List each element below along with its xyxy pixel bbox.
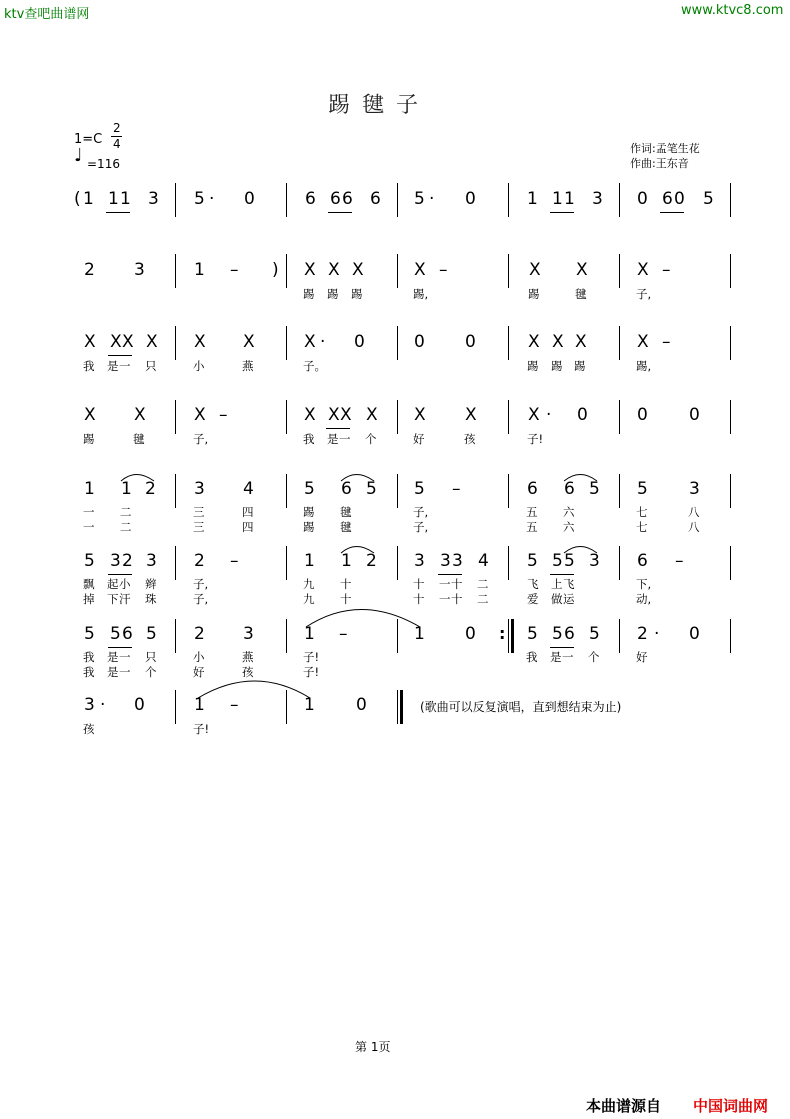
slur <box>564 547 597 554</box>
note: – <box>230 695 239 715</box>
lyric: 五 <box>526 520 538 534</box>
note: 1 <box>527 189 538 209</box>
lyric: 子, <box>413 520 429 534</box>
note: 4 <box>243 479 254 499</box>
note: 3 <box>148 189 159 209</box>
lyric: 个 <box>365 432 377 446</box>
note: 3 <box>146 551 157 571</box>
lyric: 孩 <box>83 722 95 736</box>
lyric: 好 <box>636 650 648 664</box>
lyric: 只 <box>145 650 157 664</box>
note: X <box>194 405 206 425</box>
note: 2 <box>366 551 377 571</box>
note: 3 <box>689 479 700 499</box>
lyric: 九 <box>303 577 315 591</box>
note: X <box>304 405 316 425</box>
lyric: 一 <box>119 665 131 679</box>
quarter-note-icon: ♩ <box>74 145 83 166</box>
lyric: 踢 <box>527 359 539 373</box>
note: 6 <box>564 624 575 644</box>
note: 1 <box>414 624 425 644</box>
note: X <box>146 332 158 352</box>
note: 1 <box>108 189 119 209</box>
page-number: 第 1页 <box>355 1040 391 1054</box>
note: X <box>328 405 340 425</box>
note: – <box>219 405 228 425</box>
note: X <box>194 332 206 352</box>
note: X <box>414 405 426 425</box>
lyric: 我 <box>83 665 95 679</box>
note: · <box>429 189 435 209</box>
lyric: 四 <box>242 505 254 519</box>
lyric: 九 <box>303 592 315 606</box>
lyric: 孩 <box>242 665 254 679</box>
note: 1 <box>83 189 94 209</box>
lyric: 动, <box>636 592 652 606</box>
note: X <box>528 405 540 425</box>
note: · <box>654 624 660 644</box>
slur <box>564 475 597 482</box>
footer-site-name[interactable]: 中国词曲网 <box>693 1097 769 1115</box>
note: X <box>465 405 477 425</box>
note: X <box>575 332 587 352</box>
note: X <box>84 332 96 352</box>
lyric: 一 <box>562 650 574 664</box>
lyricist: 作词:孟笔生花 <box>630 142 700 155</box>
lyric: 小 <box>193 359 205 373</box>
note: · <box>100 695 106 715</box>
note: 1 <box>194 260 205 280</box>
lyric: 毽 <box>133 432 145 446</box>
lyric: 六 <box>563 505 575 519</box>
song-title: 踢毽子 <box>328 93 431 118</box>
lyric: 小 <box>119 577 131 591</box>
lyric: 踢 <box>351 287 363 301</box>
note: – <box>662 332 671 352</box>
note: 5 <box>527 551 538 571</box>
lyric: 是 <box>107 665 119 679</box>
note: 5 <box>552 624 563 644</box>
note: 6 <box>662 189 673 209</box>
lyric: 一 <box>119 650 131 664</box>
note: 2 <box>145 479 156 499</box>
lyric: 是 <box>107 359 119 373</box>
lyric: 八 <box>688 520 700 534</box>
lyric: 我 <box>303 432 315 446</box>
note: – <box>230 551 239 571</box>
lyric: 六 <box>563 520 575 534</box>
note: 3 <box>194 479 205 499</box>
note: 3 <box>134 260 145 280</box>
note: 1 <box>121 479 132 499</box>
note: 1 <box>552 189 563 209</box>
note: 0 <box>465 332 476 352</box>
lyric: 掉 <box>83 592 95 606</box>
note: 6 <box>564 479 575 499</box>
note: X <box>529 260 541 280</box>
note: 0 <box>637 189 648 209</box>
note: – <box>662 260 671 280</box>
lyric: 子, <box>413 505 429 519</box>
note: 5 <box>366 479 377 499</box>
watermark-left: ktv查吧曲谱网 <box>4 7 90 22</box>
lyric: 飘 <box>83 577 95 591</box>
note: 5 <box>589 479 600 499</box>
note: X <box>576 260 588 280</box>
note: 5 <box>84 551 95 571</box>
lyric: 踢 <box>551 359 563 373</box>
note: 0 <box>356 695 367 715</box>
note: 3 <box>592 189 603 209</box>
lyric: 一 <box>83 520 95 534</box>
lyric: 起 <box>107 577 119 591</box>
lyric: 飞 <box>527 577 539 591</box>
lyric: 是 <box>327 432 339 446</box>
note: X <box>552 332 564 352</box>
note: 1 <box>84 479 95 499</box>
lyric: 二 <box>120 505 132 519</box>
lyric: 子, <box>193 432 209 446</box>
note: 6 <box>370 189 381 209</box>
note: 1 <box>120 189 131 209</box>
lyric: 我 <box>526 650 538 664</box>
note: – <box>452 479 461 499</box>
lyric: 是 <box>550 650 562 664</box>
lyric: 二 <box>477 592 489 606</box>
lyric: 踢 <box>83 432 95 446</box>
note: 5 <box>414 189 425 209</box>
lyric: 子, <box>193 592 209 606</box>
lyric: 二 <box>477 577 489 591</box>
lyric: 子! <box>193 722 210 736</box>
lyric: 毽 <box>340 520 352 534</box>
note: X <box>84 405 96 425</box>
lyric: 我 <box>83 359 95 373</box>
lyric: 汗 <box>119 592 131 606</box>
note: 5 <box>552 551 563 571</box>
lyric: 踢 <box>574 359 586 373</box>
note: 2 <box>194 551 205 571</box>
note: X <box>637 332 649 352</box>
lyric: 一 <box>339 432 351 446</box>
note: 3 <box>243 624 254 644</box>
note: 6 <box>527 479 538 499</box>
lyric: 个 <box>145 665 157 679</box>
lyric: 子。 <box>303 359 326 373</box>
lyric: 子! <box>303 665 320 679</box>
lyric: 爱 <box>527 592 539 606</box>
tie <box>306 610 420 628</box>
note: – <box>675 551 684 571</box>
slur <box>341 475 374 482</box>
lyric: 珠 <box>145 592 157 606</box>
lyric: 踢 <box>528 287 540 301</box>
time-signature-bottom: 4 <box>113 137 121 151</box>
note: 0 <box>465 189 476 209</box>
note: X <box>134 405 146 425</box>
lyric: 我 <box>83 650 95 664</box>
note: X <box>122 332 134 352</box>
note: 6 <box>305 189 316 209</box>
note: 1 <box>341 551 352 571</box>
note: 5 <box>304 479 315 499</box>
note: 5 <box>84 624 95 644</box>
lyric: 好 <box>193 665 205 679</box>
lyric: 个 <box>588 650 600 664</box>
note: ( <box>74 189 81 209</box>
lyric: 三 <box>193 520 205 534</box>
lyric: 三 <box>193 505 205 519</box>
note: 1 <box>304 624 315 644</box>
note: 3 <box>589 551 600 571</box>
tie <box>198 681 310 698</box>
lyric: 毽 <box>575 287 587 301</box>
lyric: 下 <box>107 592 119 606</box>
watermark-right: www.ktvc8.com <box>681 3 784 18</box>
lyric: 一 <box>119 359 131 373</box>
note: 3 <box>110 551 121 571</box>
note: X <box>328 260 340 280</box>
note: 3 <box>452 551 463 571</box>
note: 3 <box>84 695 95 715</box>
lyric: 踢 <box>327 287 339 301</box>
lyric: 辫 <box>145 577 157 591</box>
note: 0 <box>465 624 476 644</box>
note: X <box>414 260 426 280</box>
tempo: =116 <box>87 157 120 171</box>
key-signature: 1=C <box>74 132 103 147</box>
lyric: 十 <box>413 577 425 591</box>
time-signature-top: 2 <box>113 121 121 135</box>
lyric: 小 <box>193 650 205 664</box>
lyric: 运 <box>563 592 575 606</box>
lyric: 四 <box>242 520 254 534</box>
note: 0 <box>637 405 648 425</box>
note: X <box>528 332 540 352</box>
note: 6 <box>341 479 352 499</box>
note: 5 <box>564 551 575 571</box>
note: – <box>439 260 448 280</box>
note: – <box>339 624 348 644</box>
note: 5 <box>637 479 648 499</box>
lyric: 一 <box>439 592 451 606</box>
note: · <box>546 405 552 425</box>
note: 6 <box>342 189 353 209</box>
lyric: 一 <box>439 577 451 591</box>
repeat-instruction: (歌曲可以反复演唱，直到想结束为止) <box>420 700 622 714</box>
lyric: 七 <box>636 520 648 534</box>
note: 5 <box>414 479 425 499</box>
note: X <box>340 405 352 425</box>
note: X <box>366 405 378 425</box>
lyric: 好 <box>413 432 425 446</box>
note: 1 <box>194 695 205 715</box>
lyric: 五 <box>526 505 538 519</box>
lyric: 子, <box>193 577 209 591</box>
note: X <box>352 260 364 280</box>
note: ) <box>272 260 279 280</box>
lyric: 踢 <box>303 287 315 301</box>
note: 0 <box>134 695 145 715</box>
note: 6 <box>122 624 133 644</box>
lyric: 八 <box>688 505 700 519</box>
note: X <box>243 332 255 352</box>
note: 6 <box>637 551 648 571</box>
composer: 作曲:王东音 <box>630 157 689 170</box>
lyric: 一 <box>83 505 95 519</box>
lyric: 踢, <box>636 359 652 373</box>
lyric: 子! <box>527 432 544 446</box>
lyric: 踢 <box>303 505 315 519</box>
lyric: 踢, <box>413 287 429 301</box>
note: 0 <box>414 332 425 352</box>
lyric: 十 <box>340 592 352 606</box>
lyric: 是 <box>107 650 119 664</box>
note: 0 <box>244 189 255 209</box>
lyric: 子, <box>636 287 652 301</box>
note: 2 <box>122 551 133 571</box>
note: 5 <box>527 624 538 644</box>
note: 2 <box>194 624 205 644</box>
lyric: 飞 <box>563 577 575 591</box>
lyric: 二 <box>120 520 132 534</box>
note: 0 <box>689 405 700 425</box>
note: 5 <box>589 624 600 644</box>
note: · <box>320 332 326 352</box>
repeat-dots: : <box>499 624 506 643</box>
lyric: 下, <box>636 577 652 591</box>
lyric: 孩 <box>464 432 476 446</box>
lyric: 十 <box>451 592 463 606</box>
note: 5 <box>110 624 121 644</box>
note: 0 <box>354 332 365 352</box>
lyric: 燕 <box>242 359 254 373</box>
note: 6 <box>330 189 341 209</box>
footer-source-label: 本曲谱源自 <box>586 1097 662 1115</box>
note: X <box>637 260 649 280</box>
note: X <box>304 260 316 280</box>
note: – <box>230 260 239 280</box>
lyric: 十 <box>413 592 425 606</box>
lyric: 十 <box>340 577 352 591</box>
note: 3 <box>414 551 425 571</box>
slur <box>341 547 374 554</box>
note: 1 <box>304 551 315 571</box>
lyric: 踢 <box>303 520 315 534</box>
lyric: 十 <box>451 577 463 591</box>
slur <box>121 475 154 482</box>
note: X <box>304 332 316 352</box>
note: · <box>209 189 215 209</box>
note: 5 <box>194 189 205 209</box>
lyric: 上 <box>551 577 563 591</box>
note: 5 <box>703 189 714 209</box>
lyric: 燕 <box>242 650 254 664</box>
note: 0 <box>577 405 588 425</box>
note: 3 <box>440 551 451 571</box>
lyric: 毽 <box>340 505 352 519</box>
lyric: 做 <box>551 592 563 606</box>
note: 2 <box>84 260 95 280</box>
note: 0 <box>689 624 700 644</box>
note: 5 <box>146 624 157 644</box>
note: X <box>110 332 122 352</box>
lyric: 子! <box>303 650 320 664</box>
note: 0 <box>674 189 685 209</box>
lyric: 只 <box>145 359 157 373</box>
lyric: 七 <box>636 505 648 519</box>
note: 4 <box>478 551 489 571</box>
note: 2 <box>637 624 648 644</box>
note: 1 <box>304 695 315 715</box>
note: 1 <box>564 189 575 209</box>
